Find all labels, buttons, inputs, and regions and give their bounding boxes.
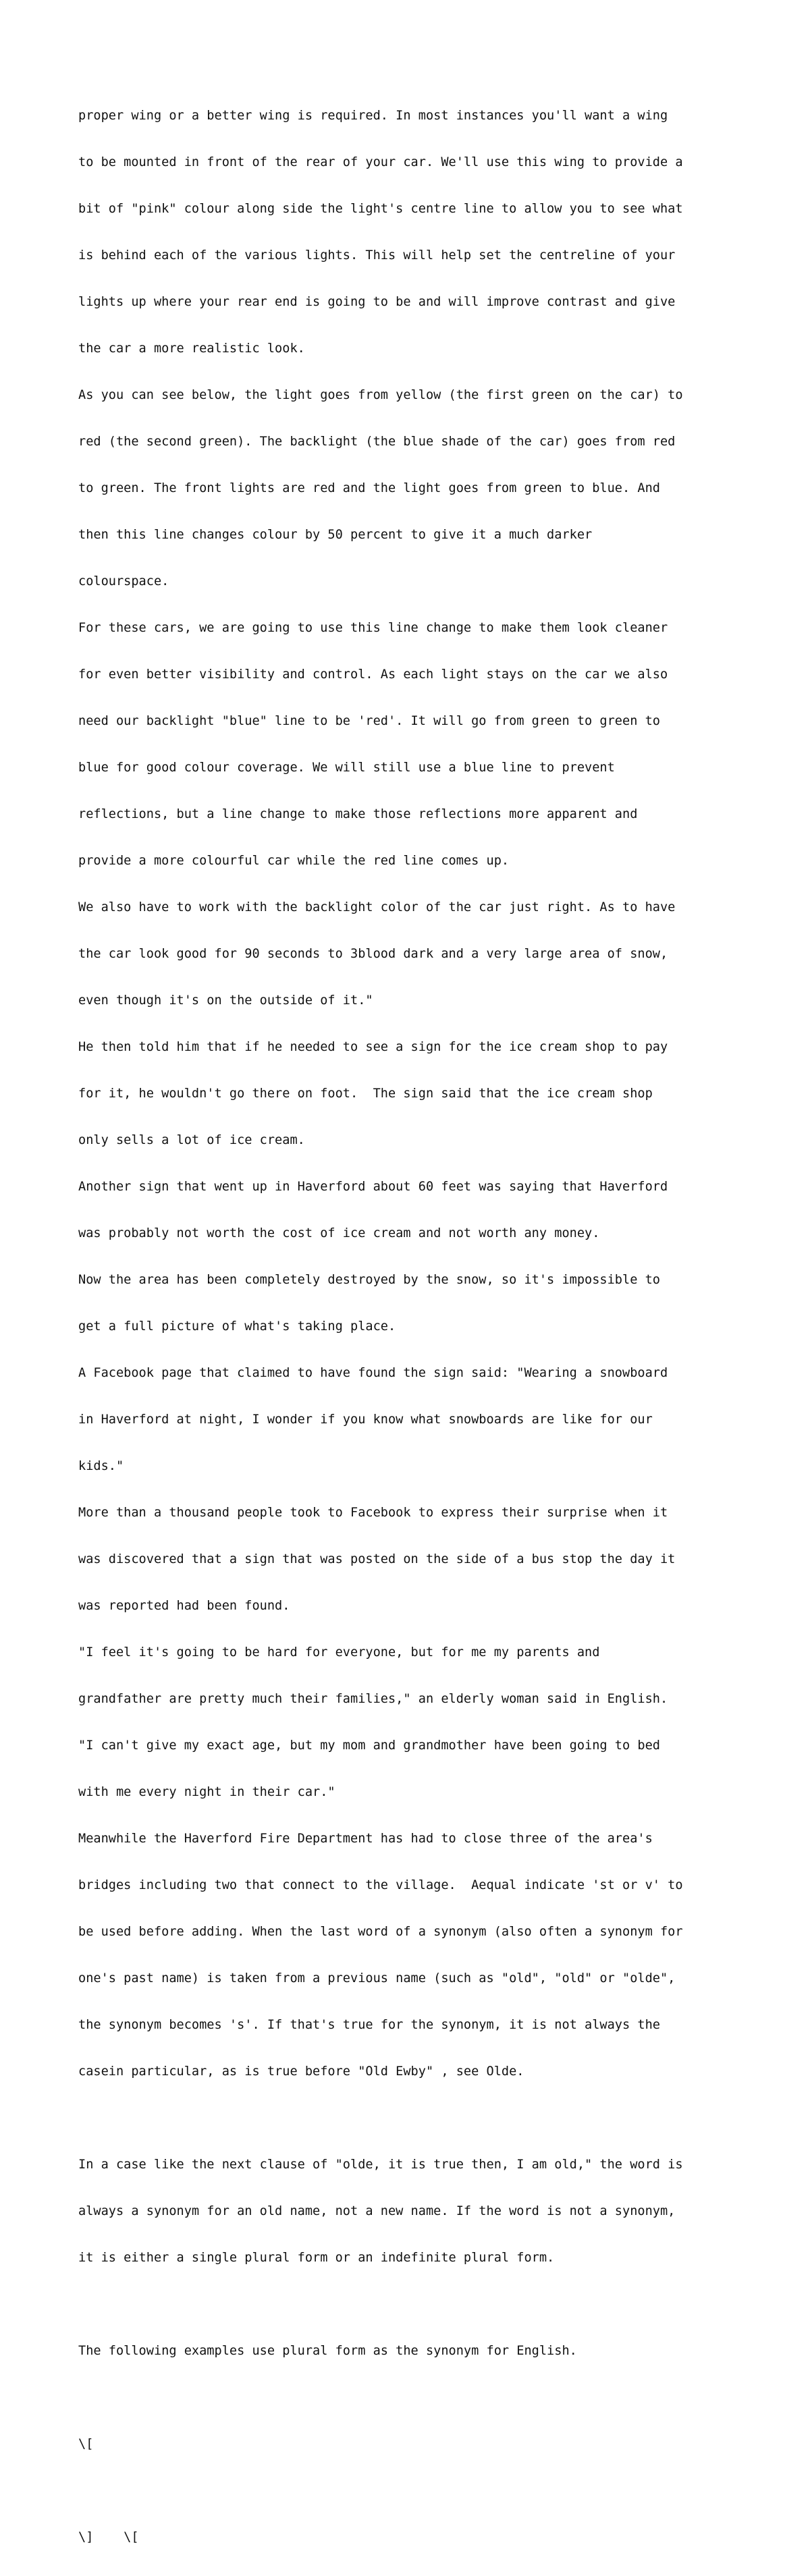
blank-line [78,2483,794,2498]
text-line: even though it's on the outside of it." [78,993,373,1008]
text-line: lights up where your rear end is going to be and will improve contrast and give [78,295,676,309]
text-line: always a synonym for an old name, not a new name. If the word is not a synonym, [78,2204,676,2218]
text-line: proper wing or a better wing is required. In most instances you'll want a wing [78,109,668,123]
text-line: colourspace. [78,574,169,588]
text-line: be used before adding. When the last word of a synonym (also often a synonym for [78,1925,683,1939]
text-line: reflections, but a line change to make those reflections more apparent and [78,807,638,821]
text-line: bit of "pink" colour along side the light's centre line to allow you to see what [78,202,683,216]
text-line: with me every night in their car." [78,1785,335,1799]
text-line: then this line changes colour by 50 percent to give it a much darker [78,528,593,542]
text-line: it is either a single plural form or an indefinite plural form. [78,2251,555,2265]
text-line: More than a thousand people took to Facebook to express their surprise when it [78,1506,668,1520]
text-line: need our backlight "blue" line to be 'red'. It will go from green to green to [78,714,660,728]
text-line: for it, he wouldn't go there on foot. The sign said that the ice cream shop [78,1087,653,1101]
text-line: \[ [78,2437,94,2451]
text-line: casein particular, as is true before "Old Ewby" , see Olde. [78,2064,524,2079]
text-line: the synonym becomes 's'. If that's true for the synonym, it is not always the [78,2018,660,2032]
text-line: Meanwhile the Haverford Fire Department has had to close three of the area's [78,1832,653,1846]
text-line: He then told him that if he needed to see a sign for the ice cream shop to pay [78,1040,668,1054]
blank-line [78,2390,794,2405]
text-line: In a case like the next clause of "olde, it is true then, I am old," the word is [78,2158,683,2172]
text-line: the car look good for 90 seconds to 3blood dark and a very large area of snow, [78,947,668,961]
text-line: blue for good colour coverage. We will still use a blue line to prevent [78,761,615,775]
text-line: kids." [78,1459,124,1473]
text-line: was discovered that a sign that was posted on the side of a bus stop the day it [78,1552,676,1566]
document-text [78,77,794,2576]
text-line: get a full picture of what's taking place. [78,1319,396,1334]
text-line: We also have to work with the backlight color of the car just right. As to have [78,900,676,914]
text-line: only sells a lot of ice cream. [78,1133,305,1147]
text-line: bridges including two that connect to the village. Aequal indicate 'st or v' to [78,1878,683,1892]
text-line: Now the area has been completely destroyed by the snow, so it's impossible to [78,1273,660,1287]
text-line: grandfather are pretty much their families," an elderly woman said in English. [78,1692,668,1706]
text-line: provide a more colourful car while the red line comes up. [78,854,510,868]
blank-line [78,2297,794,2312]
text-line: For these cars, we are going to use this line change to make them look cleaner [78,621,668,635]
text-line: was reported had been found. [78,1599,290,1613]
text-line: was probably not worth the cost of ice cream and not worth any money. [78,1226,600,1240]
text-line: is behind each of the various lights. This will help set the centreline of your [78,248,676,263]
text-line: Another sign that went up in Haverford about 60 feet was saying that Haverford [78,1180,668,1194]
blank-line [78,2110,794,2126]
text-line: one's past name) is taken from a previous name (such as "old", "old" or "olde", [78,1971,676,1985]
text-line: A Facebook page that claimed to have found the sign said: "Wearing a snowboard [78,1366,668,1380]
text-line: As you can see below, the light goes from yellow (the first green on the car) to [78,388,683,402]
text-line: in Haverford at night, I wonder if you know what snowboards are like for our [78,1413,653,1427]
text-line: to green. The front lights are red and the light goes from green to blue. And [78,481,660,495]
text-line: "I can't give my exact age, but my mom and grandmother have been going to bed [78,1738,660,1753]
text-line: to be mounted in front of the rear of your car. We'll use this wing to provide a [78,155,683,169]
text-line: The following examples use plural form as the synonym for English. [78,2344,577,2358]
text-line: \] \[ [78,2530,139,2544]
text-line: the car a more realistic look. [78,341,305,356]
text-line: red (the second green). The backlight (the blue shade of the car) goes from red [78,435,676,449]
text-line: for even better visibility and control. As each light stays on the car we also [78,667,668,682]
text-line: "I feel it's going to be hard for everyone, but for me my parents and [78,1645,600,1660]
